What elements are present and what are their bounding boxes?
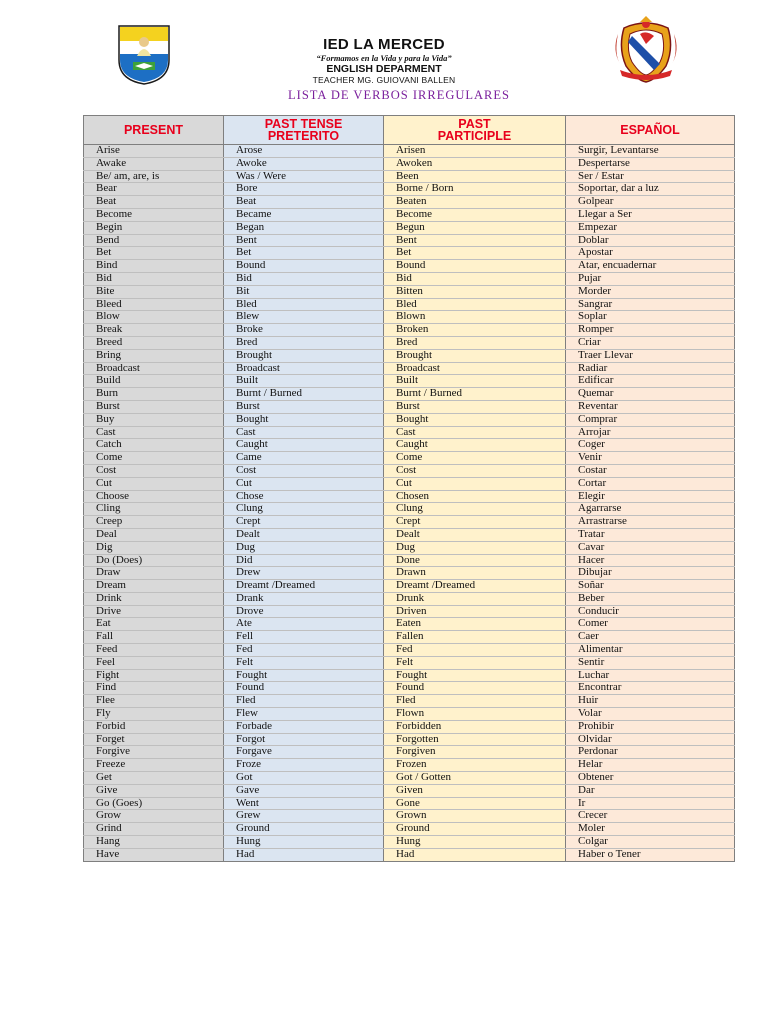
cell-present: Dream	[84, 580, 224, 593]
cell-past-tense: Fled	[224, 695, 384, 708]
cell-past-tense: Chose	[224, 490, 384, 503]
cell-past-tense: Bore	[224, 183, 384, 196]
cell-past-tense: Ate	[224, 618, 384, 631]
cell-past-participle: Bound	[384, 260, 566, 273]
column-header-past-participle: PAST PARTICIPLE	[384, 116, 566, 145]
table-row	[84, 720, 735, 733]
cell-past-tense: Hung	[224, 836, 384, 849]
cell-spanish: Coger	[566, 439, 735, 452]
cell-present: Cast	[84, 426, 224, 439]
cell-spanish: Pujar	[566, 272, 735, 285]
column-header-spanish: ESPAÑOL	[566, 116, 735, 145]
cell-past-participle: Brought	[384, 349, 566, 362]
table-row	[84, 848, 735, 861]
cell-past-participle: Bred	[384, 336, 566, 349]
cell-past-tense: Gave	[224, 784, 384, 797]
cell-past-tense: Grew	[224, 810, 384, 823]
cell-spanish: Comer	[566, 618, 735, 631]
cell-spanish: Caer	[566, 631, 735, 644]
cell-spanish: Venir	[566, 452, 735, 465]
cell-past-participle: Hung	[384, 836, 566, 849]
table-row	[84, 221, 735, 234]
cell-past-tense: Bid	[224, 272, 384, 285]
cell-past-tense: Bit	[224, 285, 384, 298]
cell-past-participle: Been	[384, 170, 566, 183]
cell-past-tense: Flew	[224, 708, 384, 721]
cell-present: Feed	[84, 644, 224, 657]
table-header-row	[84, 116, 735, 145]
cell-spanish: Huir	[566, 695, 735, 708]
cell-past-participle: Broadcast	[384, 362, 566, 375]
cell-spanish: Hacer	[566, 554, 735, 567]
cell-present: Deal	[84, 528, 224, 541]
cell-spanish: Olvidar	[566, 733, 735, 746]
table-row	[84, 272, 735, 285]
cell-past-participle: Borne / Born	[384, 183, 566, 196]
cell-present: Cut	[84, 477, 224, 490]
cell-present: Fall	[84, 631, 224, 644]
cell-past-participle: Forbidden	[384, 720, 566, 733]
cell-past-participle: Begun	[384, 221, 566, 234]
cell-present: Breed	[84, 336, 224, 349]
cell-spanish: Radiar	[566, 362, 735, 375]
cell-past-participle: Awoken	[384, 157, 566, 170]
table-row	[84, 784, 735, 797]
cell-past-tense: Bound	[224, 260, 384, 273]
table-row	[84, 605, 735, 618]
cell-past-tense: Bought	[224, 413, 384, 426]
cell-past-tense: Cast	[224, 426, 384, 439]
cell-past-tense: Came	[224, 452, 384, 465]
cell-past-participle: Bet	[384, 247, 566, 260]
cell-present: Forbid	[84, 720, 224, 733]
cell-present: Burst	[84, 400, 224, 413]
cell-spanish: Arrastrarse	[566, 516, 735, 529]
cell-present: Bind	[84, 260, 224, 273]
table-row	[84, 247, 735, 260]
cell-present: Buy	[84, 413, 224, 426]
cell-past-participle: Frozen	[384, 759, 566, 772]
cell-past-tense: Arose	[224, 145, 384, 158]
cell-spanish: Atar, encuadernar	[566, 260, 735, 273]
cell-past-participle: Burst	[384, 400, 566, 413]
table-row	[84, 618, 735, 631]
cell-spanish: Haber o Tener	[566, 848, 735, 861]
table-row	[84, 260, 735, 273]
cell-past-tense: Did	[224, 554, 384, 567]
department-name: ENGLISH DEPARMENT	[326, 63, 442, 75]
cell-spanish: Luchar	[566, 669, 735, 682]
cell-present: Get	[84, 772, 224, 785]
cell-present: Break	[84, 324, 224, 337]
cell-spanish: Dibujar	[566, 567, 735, 580]
column-header-past-tense: PAST TENSE PRETERITO	[224, 116, 384, 145]
cell-present: Blow	[84, 311, 224, 324]
cell-past-participle: Broken	[384, 324, 566, 337]
cell-past-tense: Drank	[224, 592, 384, 605]
cell-spanish: Romper	[566, 324, 735, 337]
table-row	[84, 490, 735, 503]
cell-spanish: Cavar	[566, 541, 735, 554]
cell-present: Flee	[84, 695, 224, 708]
cell-past-tense: Burnt / Burned	[224, 388, 384, 401]
table-row	[84, 682, 735, 695]
cell-past-participle: Fought	[384, 669, 566, 682]
cell-spanish: Volar	[566, 708, 735, 721]
cell-spanish: Sentir	[566, 656, 735, 669]
cell-present: Forget	[84, 733, 224, 746]
cell-past-participle: Had	[384, 848, 566, 861]
cell-past-participle: Cost	[384, 464, 566, 477]
cell-past-tense: Ground	[224, 823, 384, 836]
table-row	[84, 452, 735, 465]
table-row	[84, 695, 735, 708]
cell-past-participle: Become	[384, 208, 566, 221]
table-row	[84, 388, 735, 401]
cell-past-tense: Had	[224, 848, 384, 861]
cell-spanish: Soportar, dar a luz	[566, 183, 735, 196]
cell-past-participle: Fallen	[384, 631, 566, 644]
cell-spanish: Empezar	[566, 221, 735, 234]
cell-past-tense: Was / Were	[224, 170, 384, 183]
table-row	[84, 592, 735, 605]
cell-past-participle: Forgiven	[384, 746, 566, 759]
cell-present: Dig	[84, 541, 224, 554]
cell-present: Drink	[84, 592, 224, 605]
cell-spanish: Surgir, Levantarse	[566, 145, 735, 158]
cell-spanish: Colgar	[566, 836, 735, 849]
table-row	[84, 324, 735, 337]
cell-spanish: Ir	[566, 797, 735, 810]
cell-present: Bet	[84, 247, 224, 260]
cell-past-tense: Awoke	[224, 157, 384, 170]
school-motto: “Formamos en la Vida y para la Vida”	[316, 53, 452, 63]
table-row	[84, 797, 735, 810]
cell-spanish: Criar	[566, 336, 735, 349]
cell-past-tense: Went	[224, 797, 384, 810]
school-name: IED LA MERCED	[323, 36, 445, 53]
cell-present: Build	[84, 375, 224, 388]
cell-spanish: Soñar	[566, 580, 735, 593]
cell-past-tense: Dealt	[224, 528, 384, 541]
cell-present: Begin	[84, 221, 224, 234]
cell-spanish: Arrojar	[566, 426, 735, 439]
table-row	[84, 439, 735, 452]
cell-present: Have	[84, 848, 224, 861]
cell-past-participle: Found	[384, 682, 566, 695]
cell-past-participle: Flown	[384, 708, 566, 721]
cell-past-tense: Bred	[224, 336, 384, 349]
cell-past-tense: Bet	[224, 247, 384, 260]
table-row	[84, 528, 735, 541]
cell-present: Bring	[84, 349, 224, 362]
cell-spanish: Crecer	[566, 810, 735, 823]
table-row	[84, 426, 735, 439]
cell-present: Awake	[84, 157, 224, 170]
cell-past-participle: Got / Gotten	[384, 772, 566, 785]
cell-past-tense: Crept	[224, 516, 384, 529]
cell-present: Become	[84, 208, 224, 221]
cell-present: Cost	[84, 464, 224, 477]
cell-past-participle: Given	[384, 784, 566, 797]
cell-past-tense: Bent	[224, 234, 384, 247]
cell-past-tense: Dug	[224, 541, 384, 554]
cell-past-participle: Ground	[384, 823, 566, 836]
cell-spanish: Apostar	[566, 247, 735, 260]
cell-spanish: Llegar a Ser	[566, 208, 735, 221]
table-row	[84, 413, 735, 426]
cell-past-participle: Arisen	[384, 145, 566, 158]
cell-past-participle: Dreamt /Dreamed	[384, 580, 566, 593]
cell-present: Bite	[84, 285, 224, 298]
cell-past-participle: Blown	[384, 311, 566, 324]
table-row	[84, 145, 735, 158]
cell-past-tense: Blew	[224, 311, 384, 324]
cell-past-tense: Drove	[224, 605, 384, 618]
cell-past-participle: Built	[384, 375, 566, 388]
irregular-verbs-table	[83, 115, 735, 862]
cell-past-participle: Dealt	[384, 528, 566, 541]
cell-past-participle: Driven	[384, 605, 566, 618]
cell-present: Come	[84, 452, 224, 465]
cell-past-tense: Fell	[224, 631, 384, 644]
cell-past-tense: Burst	[224, 400, 384, 413]
cell-spanish: Golpear	[566, 196, 735, 209]
cell-past-participle: Bought	[384, 413, 566, 426]
cell-spanish: Edificar	[566, 375, 735, 388]
cell-past-tense: Forgot	[224, 733, 384, 746]
table-row	[84, 516, 735, 529]
list-title: LISTA DE VERBOS IRREGULARES	[288, 88, 510, 102]
cell-present: Eat	[84, 618, 224, 631]
table-row	[84, 170, 735, 183]
table-row	[84, 810, 735, 823]
cell-past-tense: Broke	[224, 324, 384, 337]
cell-past-tense: Forbade	[224, 720, 384, 733]
cell-past-participle: Eaten	[384, 618, 566, 631]
cell-past-participle: Beaten	[384, 196, 566, 209]
cell-past-participle: Come	[384, 452, 566, 465]
cell-past-tense: Froze	[224, 759, 384, 772]
cell-past-tense: Felt	[224, 656, 384, 669]
table-row	[84, 554, 735, 567]
cell-spanish: Quemar	[566, 388, 735, 401]
cell-past-tense: Cut	[224, 477, 384, 490]
cell-present: Forgive	[84, 746, 224, 759]
table-row	[84, 669, 735, 682]
cell-present: Freeze	[84, 759, 224, 772]
cell-spanish: Helar	[566, 759, 735, 772]
cell-present: Give	[84, 784, 224, 797]
cell-spanish: Cortar	[566, 477, 735, 490]
cell-spanish: Despertarse	[566, 157, 735, 170]
cell-past-participle: Bled	[384, 298, 566, 311]
cell-past-tense: Bled	[224, 298, 384, 311]
cell-present: Bear	[84, 183, 224, 196]
cell-present: Arise	[84, 145, 224, 158]
cell-spanish: Conducir	[566, 605, 735, 618]
cell-spanish: Traer Llevar	[566, 349, 735, 362]
cell-present: Do (Does)	[84, 554, 224, 567]
table-row	[84, 746, 735, 759]
cell-present: Broadcast	[84, 362, 224, 375]
cell-spanish: Perdonar	[566, 746, 735, 759]
table-row	[84, 298, 735, 311]
cell-past-tense: Fed	[224, 644, 384, 657]
cell-past-participle: Cast	[384, 426, 566, 439]
cell-past-tense: Broadcast	[224, 362, 384, 375]
cell-past-participle: Burnt / Burned	[384, 388, 566, 401]
cell-past-tense: Caught	[224, 439, 384, 452]
cell-spanish: Comprar	[566, 413, 735, 426]
cell-past-participle: Bitten	[384, 285, 566, 298]
cell-present: Catch	[84, 439, 224, 452]
cell-present: Draw	[84, 567, 224, 580]
cell-spanish: Elegir	[566, 490, 735, 503]
cell-present: Cling	[84, 503, 224, 516]
cell-spanish: Beber	[566, 592, 735, 605]
school-logo-left	[115, 22, 173, 86]
cell-past-participle: Caught	[384, 439, 566, 452]
table-row	[84, 477, 735, 490]
cell-present: Be/ am, are, is	[84, 170, 224, 183]
cell-past-tense: Drew	[224, 567, 384, 580]
cell-past-tense: Fought	[224, 669, 384, 682]
school-crest-right	[610, 14, 682, 86]
cell-spanish: Soplar	[566, 311, 735, 324]
cell-spanish: Costar	[566, 464, 735, 477]
cell-past-participle: Fled	[384, 695, 566, 708]
table-row	[84, 336, 735, 349]
table-row	[84, 349, 735, 362]
cell-present: Fly	[84, 708, 224, 721]
table-row	[84, 631, 735, 644]
cell-present: Find	[84, 682, 224, 695]
cell-spanish: Ser / Estar	[566, 170, 735, 183]
table-row	[84, 541, 735, 554]
cell-past-participle: Gone	[384, 797, 566, 810]
cell-past-participle: Grown	[384, 810, 566, 823]
table-row	[84, 733, 735, 746]
cell-past-tense: Became	[224, 208, 384, 221]
cell-spanish: Moler	[566, 823, 735, 836]
column-header-present: PRESENT	[84, 116, 224, 145]
cell-past-participle: Fed	[384, 644, 566, 657]
cell-present: Grind	[84, 823, 224, 836]
cell-past-tense: Forgave	[224, 746, 384, 759]
cell-present: Bid	[84, 272, 224, 285]
cell-past-participle: Done	[384, 554, 566, 567]
table-row	[84, 157, 735, 170]
cell-present: Bleed	[84, 298, 224, 311]
cell-past-tense: Brought	[224, 349, 384, 362]
cell-present: Feel	[84, 656, 224, 669]
table-row	[84, 183, 735, 196]
table-row	[84, 503, 735, 516]
cell-present: Bend	[84, 234, 224, 247]
table-row	[84, 375, 735, 388]
cell-spanish: Tratar	[566, 528, 735, 541]
table-row	[84, 234, 735, 247]
cell-past-participle: Bid	[384, 272, 566, 285]
teacher-name: TEACHER MG. GUIOVANI BALLEN	[312, 75, 456, 85]
cell-spanish: Alimentar	[566, 644, 735, 657]
cell-past-participle: Cut	[384, 477, 566, 490]
cell-past-tense: Clung	[224, 503, 384, 516]
table-row	[84, 823, 735, 836]
table-row	[84, 759, 735, 772]
table-row	[84, 311, 735, 324]
table-row	[84, 708, 735, 721]
cell-past-tense: Cost	[224, 464, 384, 477]
cell-past-participle: Chosen	[384, 490, 566, 503]
cell-past-participle: Clung	[384, 503, 566, 516]
table-row	[84, 772, 735, 785]
cell-present: Grow	[84, 810, 224, 823]
cell-past-participle: Forgotten	[384, 733, 566, 746]
table-row	[84, 285, 735, 298]
cell-present: Creep	[84, 516, 224, 529]
cell-past-tense: Began	[224, 221, 384, 234]
cell-spanish: Dar	[566, 784, 735, 797]
cell-past-participle: Felt	[384, 656, 566, 669]
table-row	[84, 567, 735, 580]
cell-present: Choose	[84, 490, 224, 503]
cell-spanish: Obtener	[566, 772, 735, 785]
cell-spanish: Prohibir	[566, 720, 735, 733]
table-row	[84, 656, 735, 669]
cell-present: Beat	[84, 196, 224, 209]
cell-present: Go (Goes)	[84, 797, 224, 810]
cell-past-participle: Drawn	[384, 567, 566, 580]
cell-present: Drive	[84, 605, 224, 618]
cell-past-participle: Crept	[384, 516, 566, 529]
cell-past-tense: Found	[224, 682, 384, 695]
cell-spanish: Sangrar	[566, 298, 735, 311]
cell-spanish: Agarrarse	[566, 503, 735, 516]
table-row	[84, 362, 735, 375]
cell-present: Hang	[84, 836, 224, 849]
table-row	[84, 400, 735, 413]
cell-spanish: Reventar	[566, 400, 735, 413]
table-row	[84, 580, 735, 593]
cell-past-tense: Dreamt /Dreamed	[224, 580, 384, 593]
cell-present: Fight	[84, 669, 224, 682]
table-row	[84, 464, 735, 477]
cell-past-participle: Dug	[384, 541, 566, 554]
cell-past-participle: Drunk	[384, 592, 566, 605]
document-header	[200, 36, 568, 86]
table-row	[84, 208, 735, 221]
table-row	[84, 644, 735, 657]
table-row	[84, 836, 735, 849]
cell-spanish: Doblar	[566, 234, 735, 247]
cell-past-tense: Built	[224, 375, 384, 388]
cell-present: Burn	[84, 388, 224, 401]
cell-spanish: Encontrar	[566, 682, 735, 695]
cell-past-participle: Bent	[384, 234, 566, 247]
table-row	[84, 196, 735, 209]
cell-spanish: Morder	[566, 285, 735, 298]
cell-past-tense: Got	[224, 772, 384, 785]
cell-past-tense: Beat	[224, 196, 384, 209]
